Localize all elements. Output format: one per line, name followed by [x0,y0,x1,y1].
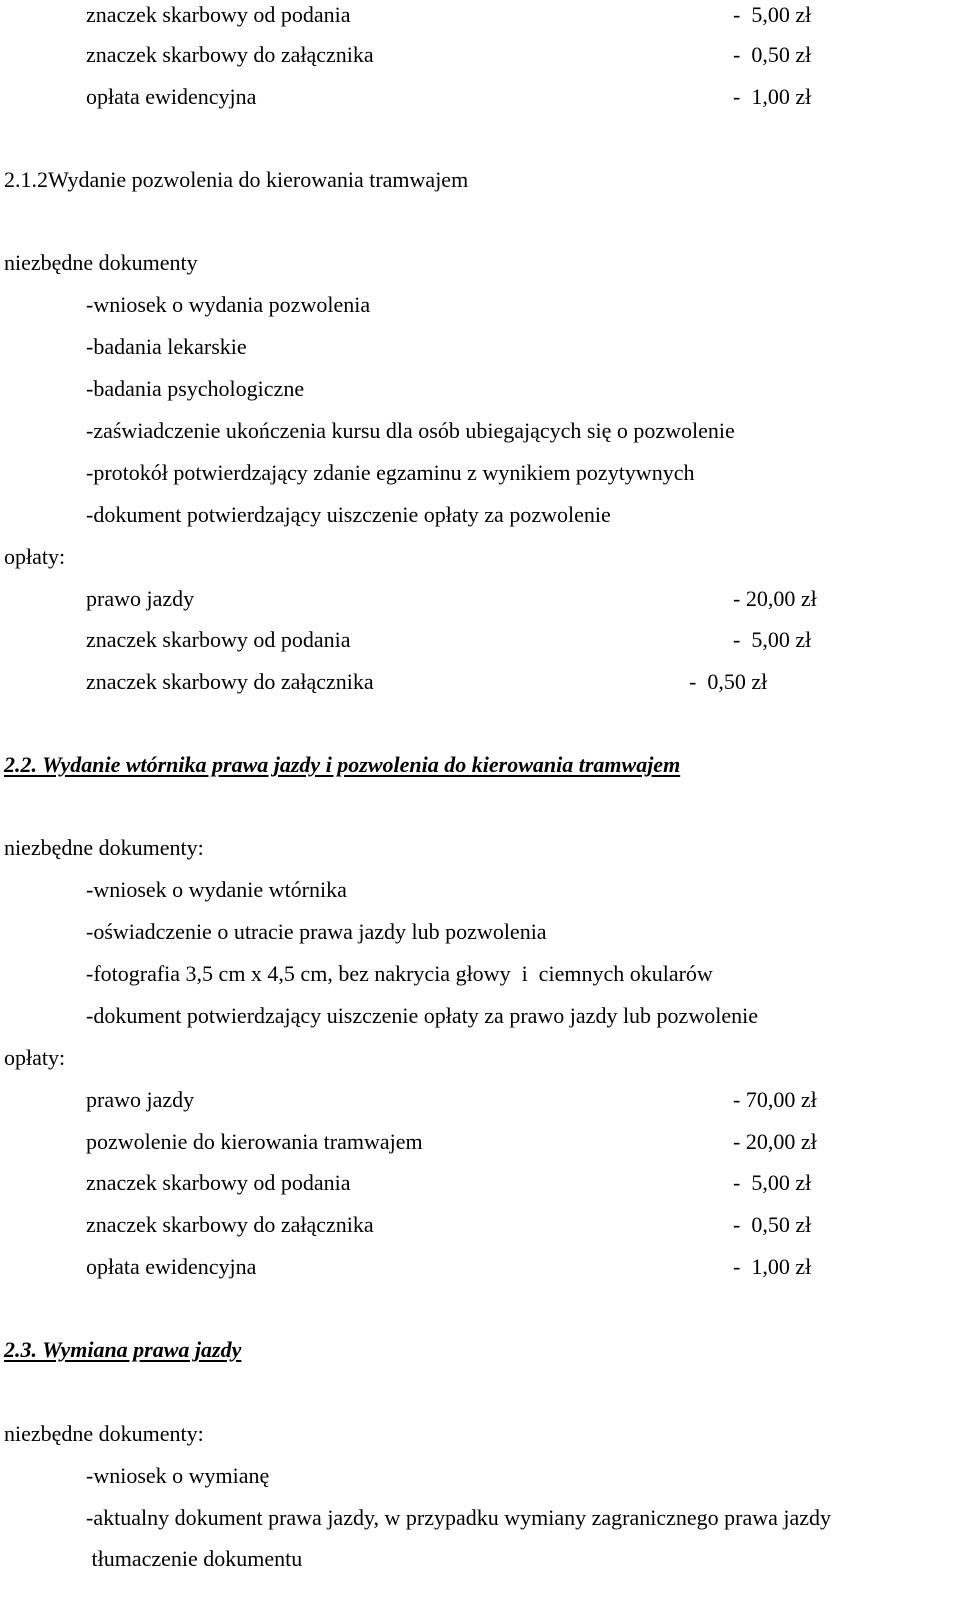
fee-amount: - 0,50 zł [689,669,768,694]
fee-amount: - 0,50 zł [733,42,812,67]
fee-label: opłata ewidencyjna [86,84,257,109]
doc-item: tłumaczenie dokumentu [86,1546,303,1571]
fee-amount: - 5,00 zł [733,1170,812,1195]
fee-label: znaczek skarbowy do załącznika [86,669,374,694]
fee-label: opłata ewidencyjna [86,1254,257,1279]
doc-item: -dokument potwierdzający uiszczenie opłaty za prawo jazdy lub pozwolenie [86,1003,758,1028]
fee-label: znaczek skarbowy do załącznika [86,1212,374,1237]
docs-label: niezbędne dokumenty [4,250,198,275]
section-heading: 2.1.2Wydanie pozwolenia do kierowania tramwajem [4,167,469,192]
doc-item: -dokument potwierdzający uiszczenie opłaty za pozwolenie [86,502,611,527]
doc-item: -badania psychologiczne [86,376,305,401]
doc-item: -wniosek o wydanie wtórnika [86,877,347,902]
section-heading: 2.3. Wymiana prawa jazdy [4,1337,242,1362]
fees-label: opłaty: [4,544,66,569]
fee-label: prawo jazdy [86,1087,195,1112]
fee-amount: - 20,00 zł [733,1129,817,1154]
docs-label: niezbędne dokumenty: [4,835,204,860]
fee-label: pozwolenie do kierowania tramwajem [86,1129,423,1154]
fee-amount: - 20,00 zł [733,586,817,611]
fee-label: znaczek skarbowy od podania [86,1170,351,1195]
doc-item: -badania lekarskie [86,334,247,359]
fee-label: prawo jazdy [86,586,195,611]
fee-amount: - 1,00 zł [733,1254,812,1279]
doc-item: -oświadczenie o utracie prawa jazdy lub pozwolenia [86,919,547,944]
fee-label: znaczek skarbowy od podania [86,2,351,27]
fee-amount: - 0,50 zł [733,1212,812,1237]
fee-label: znaczek skarbowy od podania [86,627,351,652]
doc-item: -aktualny dokument prawa jazdy, w przypadku wymiany zagranicznego prawa jazdy [86,1505,832,1530]
doc-item: -wniosek o wymianę [86,1463,270,1488]
fees-label: opłaty: [4,1045,66,1070]
doc-item: -zaświadczenie ukończenia kursu dla osób ubiegających się o pozwolenie [86,418,735,443]
fee-amount: - 5,00 zł [733,627,812,652]
docs-label: niezbędne dokumenty: [4,1421,204,1446]
doc-item: -protokół potwierdzający zdanie egzaminu z wynikiem pozytywnych [86,460,695,485]
fee-amount: - 70,00 zł [733,1087,817,1112]
doc-item: -fotografia 3,5 cm x 4,5 cm, bez nakrycia głowy i ciemnych okularów [86,961,713,986]
doc-item: -wniosek o wydania pozwolenia [86,292,371,317]
fee-label: znaczek skarbowy do załącznika [86,42,374,67]
fee-amount: - 5,00 zł [733,2,812,27]
fee-amount: - 1,00 zł [733,84,812,109]
section-heading: 2.2. Wydanie wtórnika prawa jazdy i pozwolenia do kierowania tramwajem [4,752,681,777]
